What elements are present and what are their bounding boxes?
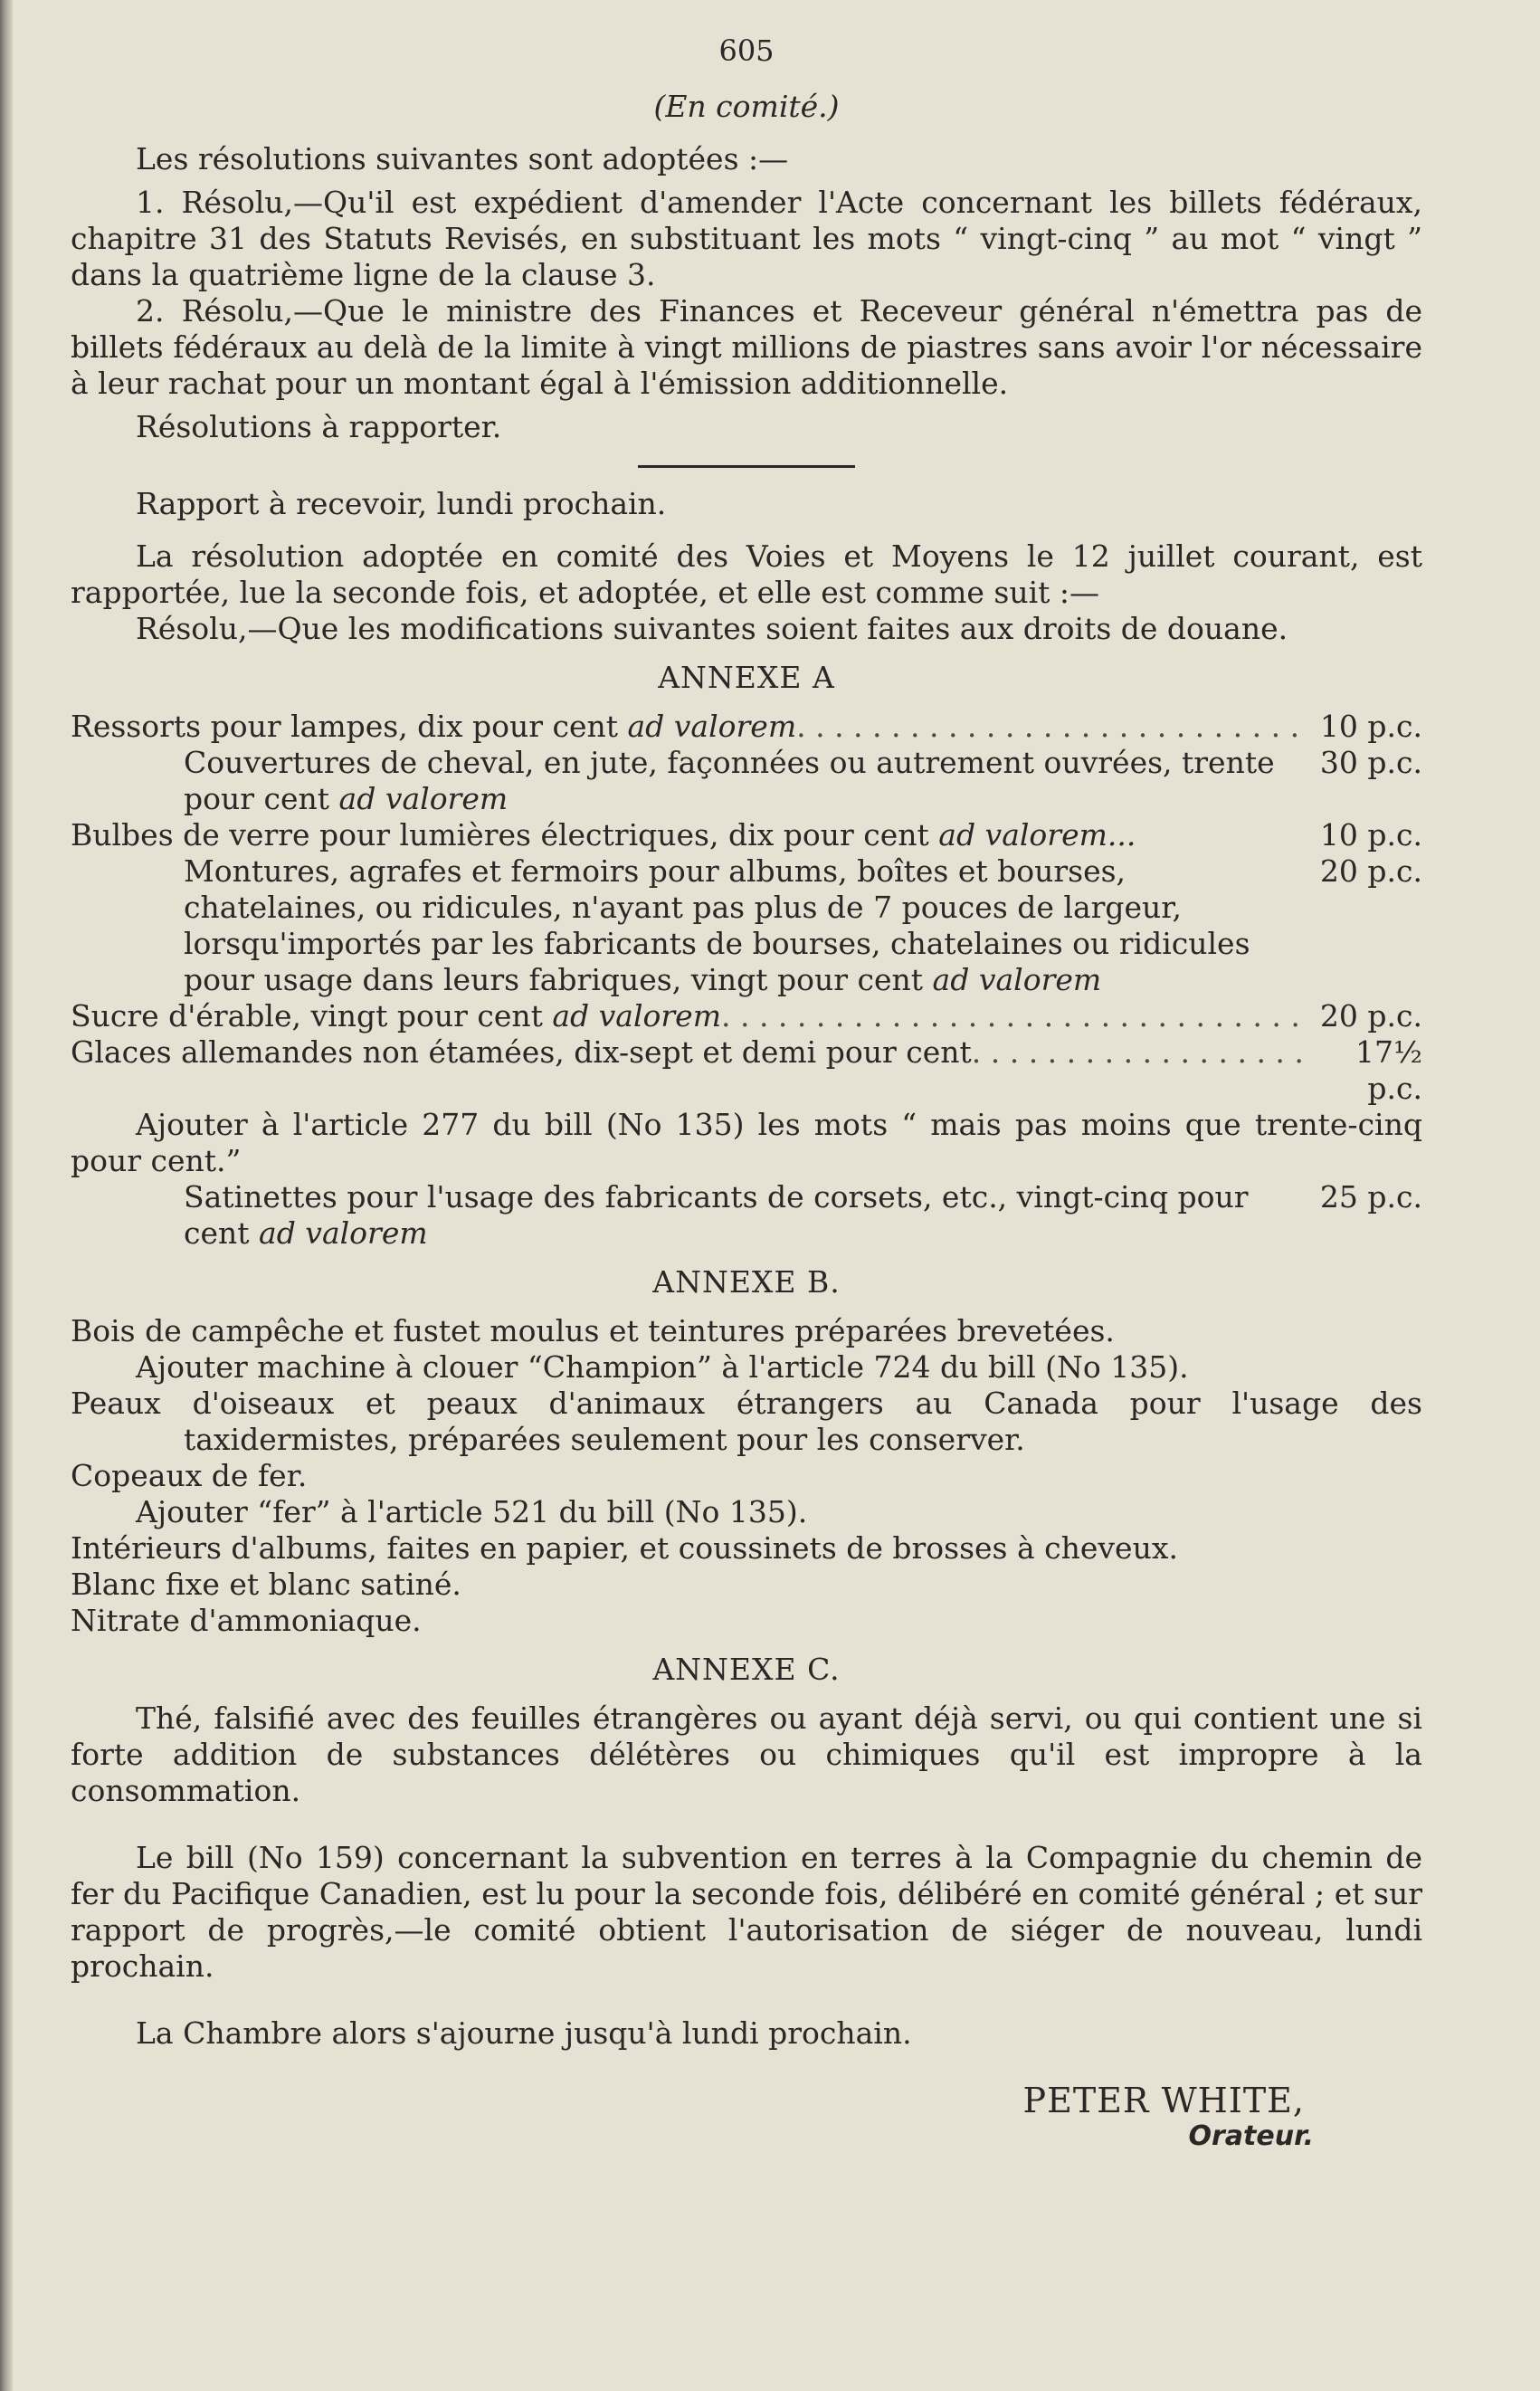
annex-c-text: Thé, falsifié avec des feuilles étrangères ou ayant déjà servi, ou qui contient une si forte addition de substances délétères ou chimiques qu'il est impropre à la consommation. xyxy=(71,1700,1422,1808)
book-spine-edge xyxy=(0,0,13,2391)
dot-leader xyxy=(796,709,1305,745)
item-rate: 10 p.c. xyxy=(1319,817,1422,853)
annex-a-list xyxy=(71,709,1422,1252)
annex-b-line: Copeaux de fer. xyxy=(71,1458,308,1493)
report-to-receive: Rapport à recevoir, lundi prochain. xyxy=(136,486,667,521)
annex-b-list xyxy=(71,1313,1422,1639)
item-rate: 20 p.c. xyxy=(1319,998,1422,1034)
annex-b-line: Bois de campêche et fustet moulus et teintures préparées brevetées. xyxy=(71,1313,1115,1348)
annex-b-line: Ajouter machine à clouer “Champion” à l'article 724 du bill (No 135). xyxy=(136,1349,1189,1385)
item-text: Sucre d'érable, vingt pour cent xyxy=(71,998,553,1034)
page-number: 605 xyxy=(718,33,775,68)
item-italic: ad valorem xyxy=(627,709,797,744)
item-text: Glaces allemandes non étamées, dix-sept et demi pour cent xyxy=(71,1034,972,1070)
bill-159-paragraph: Le bill (No 159) concernant la subvention en terres à la Compagnie du chemin de fer du Pacifique Canadien, est lu pour la seconde fois, délibéré en comité général ; et sur rapport de progrès,—le comité obtient l'autorisation de siéger de nouveau, lundi prochain. xyxy=(71,1840,1422,1984)
resolved-modifications: Résolu,—Que les modifications suivantes soient faites aux droits de douane. xyxy=(136,611,1288,646)
item-rate: 30 p.c. xyxy=(1319,745,1422,780)
annex-b-title: ANNEXE B. xyxy=(652,1264,841,1300)
resolution-2: 2. Résolu,—Que le ministre des Finances et Receveur général n'émettra pas de billets fédéraux au delà de la limite à vingt millions de piastres sans avoir l'or nécessaire à leur rachat pour un montant égal à l'émission additionnelle. xyxy=(71,293,1422,401)
item-text: Montures, agrafes et fermoirs pour albums, boîtes et bourses, chatelaines, ou ridicules, n'ayant pas plus de 7 pouces de largeur, lorsqu'importés par les fabricants de bourses, chatelaines ou ridicules pour usage dans leurs fabriques, vingt pour cent xyxy=(184,853,1250,997)
annex-a-item xyxy=(71,745,1422,817)
annex-a-item xyxy=(71,1179,1422,1252)
resolution-1: 1. Résolu,—Qu'il est expédient d'amender l'Acte concernant les billets fédéraux, chapitre 31 des Statuts Revisés, en substituant les mots “ vingt-cinq ” au mot “ vingt ” dans la quatrième ligne de la clause 3. xyxy=(71,185,1422,292)
speaker-title: Orateur. xyxy=(1188,2120,1314,2152)
annex-b-line: Nitrate d'ammoniaque. xyxy=(71,1603,422,1638)
item-italic: ad valorem... xyxy=(938,817,1136,853)
signature-block xyxy=(71,2082,1422,2155)
ways-and-means-paragraph: La résolution adoptée en comité des Voies et Moyens le 12 juillet courant, est rapportée, lue la seconde fois, et adoptée, et elle est comme suit :— xyxy=(71,538,1422,610)
intro-line: Les résolutions suivantes sont adoptées :— xyxy=(136,141,789,176)
dot-leader xyxy=(721,998,1305,1034)
item-rate: 17½ p.c. xyxy=(1355,1034,1422,1106)
annex-a-item xyxy=(71,1034,1422,1107)
committee-heading: (En comité.) xyxy=(653,89,840,124)
item-rate: 20 p.c. xyxy=(1319,853,1422,889)
item-text: Ressorts pour lampes, dix pour cent xyxy=(71,709,628,744)
annex-b-line: Ajouter “fer” à l'article 521 du bill (No 135). xyxy=(136,1494,808,1529)
annex-c-title: ANNEXE C. xyxy=(652,1652,841,1687)
annex-b-line: Intérieurs d'albums, faites en papier, et coussinets de brosses à cheveux. xyxy=(71,1530,1178,1566)
item-text: Bulbes de verre pour lumières électriques, dix pour cent xyxy=(71,817,939,853)
section-divider xyxy=(638,465,855,468)
item-rate: 10 p.c. xyxy=(1319,709,1422,744)
journal-page xyxy=(71,33,1422,2155)
annex-a-item xyxy=(71,817,1422,853)
item-italic: ad valorem xyxy=(259,1215,428,1251)
adjournment-line: La Chambre alors s'ajourne jusqu'à lundi prochain. xyxy=(136,2015,912,2051)
item-italic: ad valorem xyxy=(552,998,721,1034)
annex-a-item xyxy=(71,709,1422,745)
annex-b-line: Peaux d'oiseaux et peaux d'animaux étrangers au Canada pour l'usage des taxidermistes, préparées seulement pour les conserver. xyxy=(71,1386,1422,1457)
dot-leader xyxy=(972,1034,1305,1071)
resolutions-to-report: Résolutions à rapporter. xyxy=(136,409,502,444)
item-italic: ad valorem xyxy=(932,962,1102,997)
annex-b-line: Blanc fixe et blanc satiné. xyxy=(71,1567,461,1602)
item-text: Couvertures de cheval, en jute, façonnées ou autrement ouvrées, trente pour cent xyxy=(184,745,1275,816)
add-article-277: Ajouter à l'article 277 du bill (No 135) les mots “ mais pas moins que trente-cinq pour cent.” xyxy=(71,1107,1422,1178)
item-italic: ad valorem xyxy=(338,781,509,816)
item-rate: 25 p.c. xyxy=(1319,1179,1422,1215)
item-text: Satinettes pour l'usage des fabricants de corsets, etc., vingt-cinq pour cent xyxy=(184,1179,1249,1251)
annex-a-title: ANNEXE A xyxy=(658,660,835,695)
annex-a-item xyxy=(71,998,1422,1034)
annex-a-item xyxy=(71,853,1422,998)
speaker-name: PETER WHITE, xyxy=(1022,2081,1305,2120)
